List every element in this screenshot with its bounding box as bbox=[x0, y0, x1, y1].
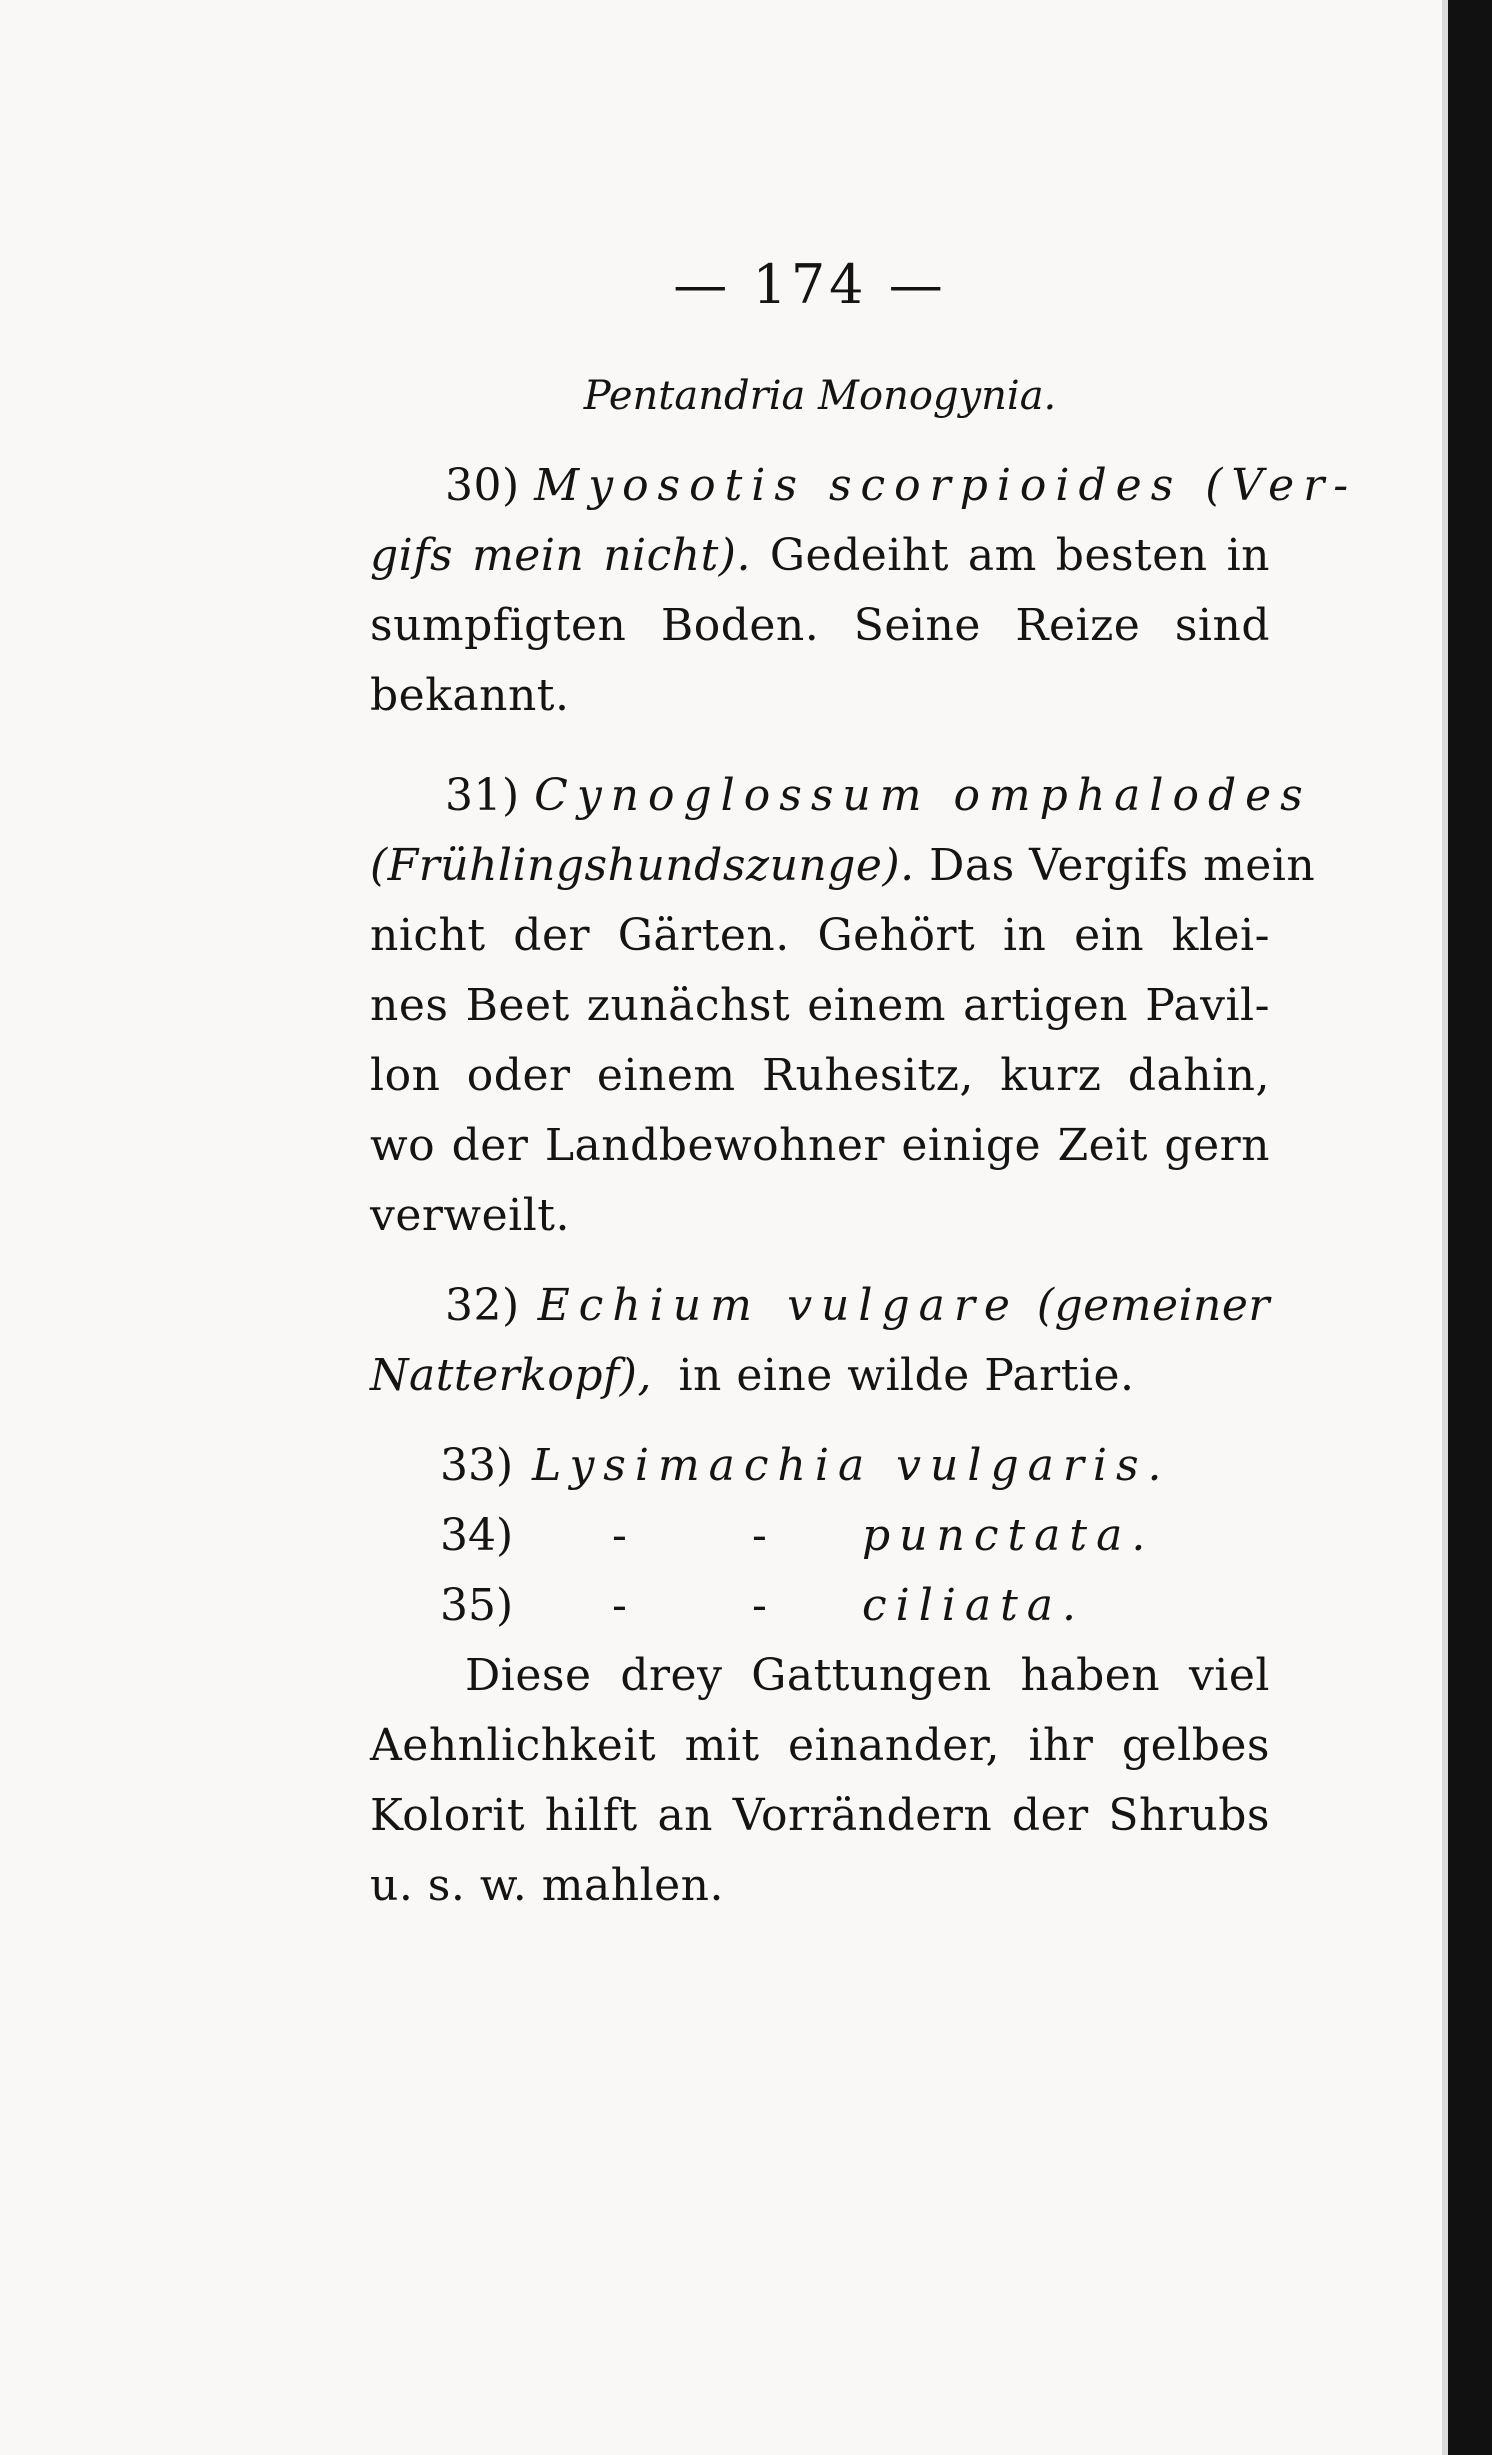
entry-33-species: Lysimachia vulgaris. bbox=[532, 1440, 1171, 1491]
entry-31-line-6: wo der Landbewohner einige Zeit gern bbox=[370, 1120, 1270, 1171]
entry-31-line-5: lon oder einem Ruhesitz, kurz dahin, bbox=[370, 1050, 1270, 1101]
common-name: gifs mein nicht). bbox=[370, 530, 751, 581]
entry-number: 32) bbox=[445, 1280, 520, 1331]
common-name-continued: Natterkopf), bbox=[370, 1350, 652, 1401]
ditto-mark: - bbox=[612, 1510, 627, 1561]
entry-number: 31) bbox=[445, 770, 520, 821]
entry-34-number: 34) bbox=[440, 1510, 514, 1561]
closing-line-3: Kolorit hilft an Vorrändern der Shrubs bbox=[370, 1790, 1270, 1841]
body-text: in eine wilde Partie. bbox=[678, 1350, 1135, 1401]
entry-32-line-2 bbox=[370, 1346, 1270, 1406]
entry-35-number: 35) bbox=[440, 1580, 514, 1631]
entry-30-line-1 bbox=[370, 456, 1358, 516]
ditto-mark: - bbox=[752, 1580, 767, 1631]
entry-31-line-7: verweilt. bbox=[370, 1190, 570, 1241]
species-name: Myosotis scorpioides (Ver- bbox=[534, 460, 1358, 511]
entry-31-line-2 bbox=[370, 836, 1316, 896]
section-heading: Pentandria Monogynia. bbox=[583, 373, 1057, 419]
body-text: Gedeiht am besten in bbox=[769, 530, 1270, 581]
entry-31-line-4: nes Beet zunächst einem artigen Pavil- bbox=[370, 980, 1270, 1031]
page-number: — 174 — bbox=[673, 253, 947, 316]
entry-32-line-1 bbox=[370, 1276, 1270, 1336]
entry-33-number: 33) bbox=[440, 1440, 514, 1491]
entry-31-line-3: nicht der Gärten. Gehört in ein klei- bbox=[370, 910, 1270, 961]
entry-number: 30) bbox=[445, 460, 520, 511]
entry-34-species: punctata. bbox=[862, 1510, 1155, 1561]
closing-line-4: u. s. w. mahlen. bbox=[370, 1860, 725, 1911]
closing-line-2: Aehnlichkeit mit einander, ihr gelbes bbox=[370, 1720, 1270, 1771]
closing-line-1: Diese drey Gattungen haben viel bbox=[465, 1650, 1270, 1701]
entry-35-species: ciliata. bbox=[862, 1580, 1085, 1631]
species-name: Echium vulgare bbox=[537, 1280, 1019, 1331]
ditto-mark: - bbox=[612, 1580, 627, 1631]
entry-31-line-1 bbox=[370, 766, 1312, 826]
entry-30-line-3: sumpfigten Boden. Seine Reize sind bbox=[370, 600, 1270, 651]
body-text: Das Vergifs mein bbox=[929, 840, 1316, 891]
entry-30-line-4: bekannt. bbox=[370, 670, 570, 721]
scan-dark-edge bbox=[1448, 0, 1492, 2455]
species-name: Cynoglossum omphalodes bbox=[534, 770, 1312, 821]
entry-30-line-2 bbox=[370, 526, 1270, 586]
common-name: (Frühlingshundszunge). bbox=[370, 840, 915, 891]
ditto-mark: - bbox=[752, 1510, 767, 1561]
common-name: (gemeiner bbox=[1036, 1280, 1270, 1331]
